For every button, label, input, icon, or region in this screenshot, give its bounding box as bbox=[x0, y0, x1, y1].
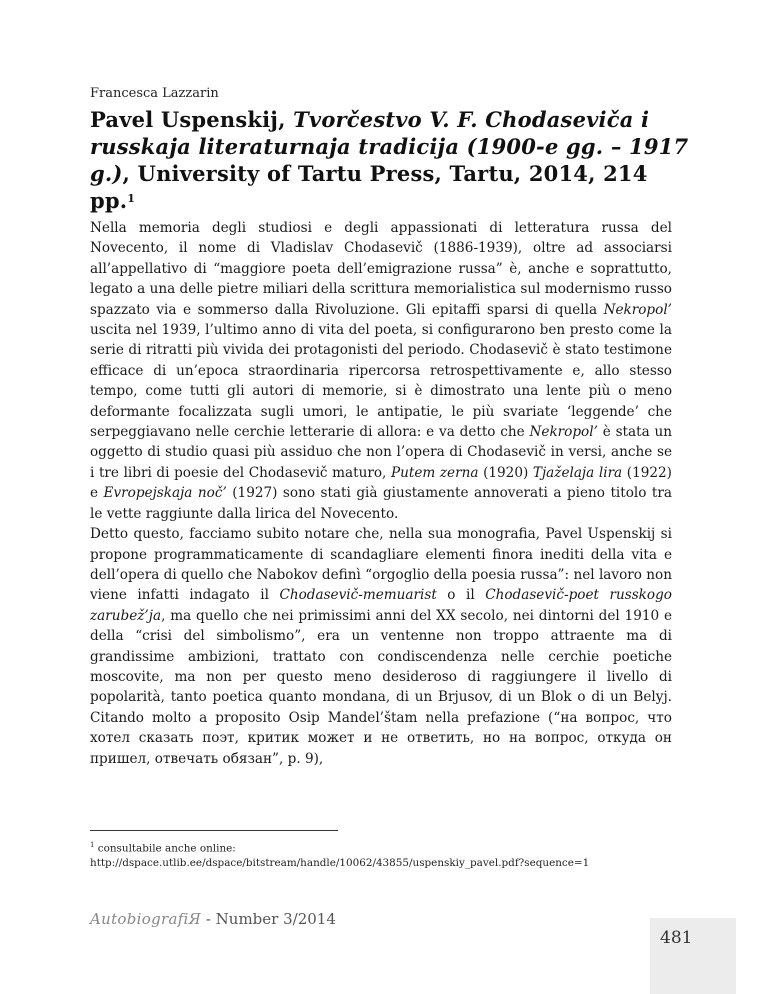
italic-title: Nekropol’ bbox=[603, 301, 672, 318]
footnote-text: consultabile anche online: bbox=[94, 842, 236, 855]
paragraph-1 bbox=[90, 218, 672, 524]
italic-title: Nekropol’ bbox=[529, 424, 598, 441]
text-run: (1920) bbox=[478, 464, 533, 481]
italic-title: Evropejskaja noč’ bbox=[103, 485, 227, 502]
italic-term: Chodasevič-memuarist bbox=[279, 587, 437, 604]
journal-footer bbox=[90, 910, 336, 928]
journal-logo: AutobiografiЯ bbox=[90, 910, 202, 928]
review-title bbox=[90, 106, 690, 214]
title-book-work: Tvorčestvo V. F. Chodaseviča i russkaja literaturnaja tradicija (1900-e gg. – 1917 g.) bbox=[90, 107, 689, 186]
footnote bbox=[90, 838, 690, 871]
journal-issue: - Number 3/2014 bbox=[201, 910, 336, 928]
title-book-publisher: , University of Tartu Press, Tartu, 2014, 214 pp. bbox=[90, 161, 648, 213]
text-run: è stata un oggetto di studio quasi più assiduo che non l’opera di Chodasevič in versi, anche se i tre libri di poesie del Chodasevič maturo, bbox=[90, 424, 672, 481]
text-run: (1922) e bbox=[90, 464, 672, 502]
text-run: Detto questo, facciamo subito notare che, nella sua monografia, Pavel Uspenskij si propone programmaticamente di scandagliare elementi finora inediti della vita e dell’opera di quello che Nabokov definì “orgoglio della poesia russa”: nel lavoro non viene infatti indagato il bbox=[90, 526, 672, 604]
text-run: , ma quello che nei primissimi anni del XX secolo, nei dintorni del 1910 e della “crisi del simbolismo”, era un ventenne non troppo attraente ma di grandissime ambizioni, trattato con condiscendenza nelle cerchie poetiche moscovite, ma non per questo meno desideroso di raggiungere il livello di popolarità, tanto poetica quanto mondana, di un Brjusov, di un Blok o di un Belyj. Citando molto a proposito Osip Mandel’štam nella prefazione (“на вопрос, что хотел сказать поэт, критик может и не ответить, но на вопрос, откуда он пришел, отвечать обязан”, p. 9), bbox=[90, 607, 672, 767]
footnote-url-link[interactable]: http://dspace.utlib.ee/dspace/bitstream/handle/10062/43855/uspenskiy_pavel.pdf?sequence=1 bbox=[90, 857, 590, 870]
italic-title: Putem zerna bbox=[390, 464, 479, 481]
page-number: 481 bbox=[660, 928, 693, 948]
body-text bbox=[90, 218, 672, 769]
footnote-ref[interactable]: 1 bbox=[127, 192, 136, 205]
article-author: Francesca Lazzarin bbox=[90, 86, 219, 101]
text-run: uscita nel 1939, l’ultimo anno di vita del poeta, si configurarono ben presto come la serie di ritratti più vivida dei protagonisti del periodo. Chodasevič è stato testimone efficace di un’epoca straordinaria ripercorsa retrospettivamente e, allo stesso tempo, come tutti gli autori di memorie, si è dimostrato una lente più o meno deformante focalizzata sugli umori, le antipatie, le più svariate ‘leggende’ che serpeggiavano nelle cerchie letterarie di allora: e va detto che bbox=[90, 322, 672, 441]
paragraph-2 bbox=[90, 524, 672, 769]
italic-title: Tjaželaja lira bbox=[532, 464, 623, 481]
text-run: (1927) sono stati già giustamente annoverati a pieno titolo tra le vette raggiunte dalla lirica del Novecento. bbox=[90, 485, 672, 522]
footnote-divider bbox=[90, 830, 338, 831]
footnote-mark: 1 bbox=[90, 841, 95, 849]
text-run: Nella memoria degli studiosi e degli appassionati di letteratura russa del Novecento, il nome di Vladislav Chodasevič (1886-1939), oltre ad associarsi all’appellativo di “maggiore poeta dell’emigrazione russa” è, anche e soprattutto, legato a una delle pietre miliari della scrittura memorialistica sul modernismo russo spazzato via e sommerso dalla Rivoluzione. Gli epitaffi sparsi di quella bbox=[90, 220, 672, 318]
title-book-author: Pavel Uspenskij, bbox=[90, 107, 294, 132]
text-run: o il bbox=[436, 587, 486, 604]
italic-term: Chodasevič-poet russkogo zarubež’ja bbox=[90, 587, 672, 624]
